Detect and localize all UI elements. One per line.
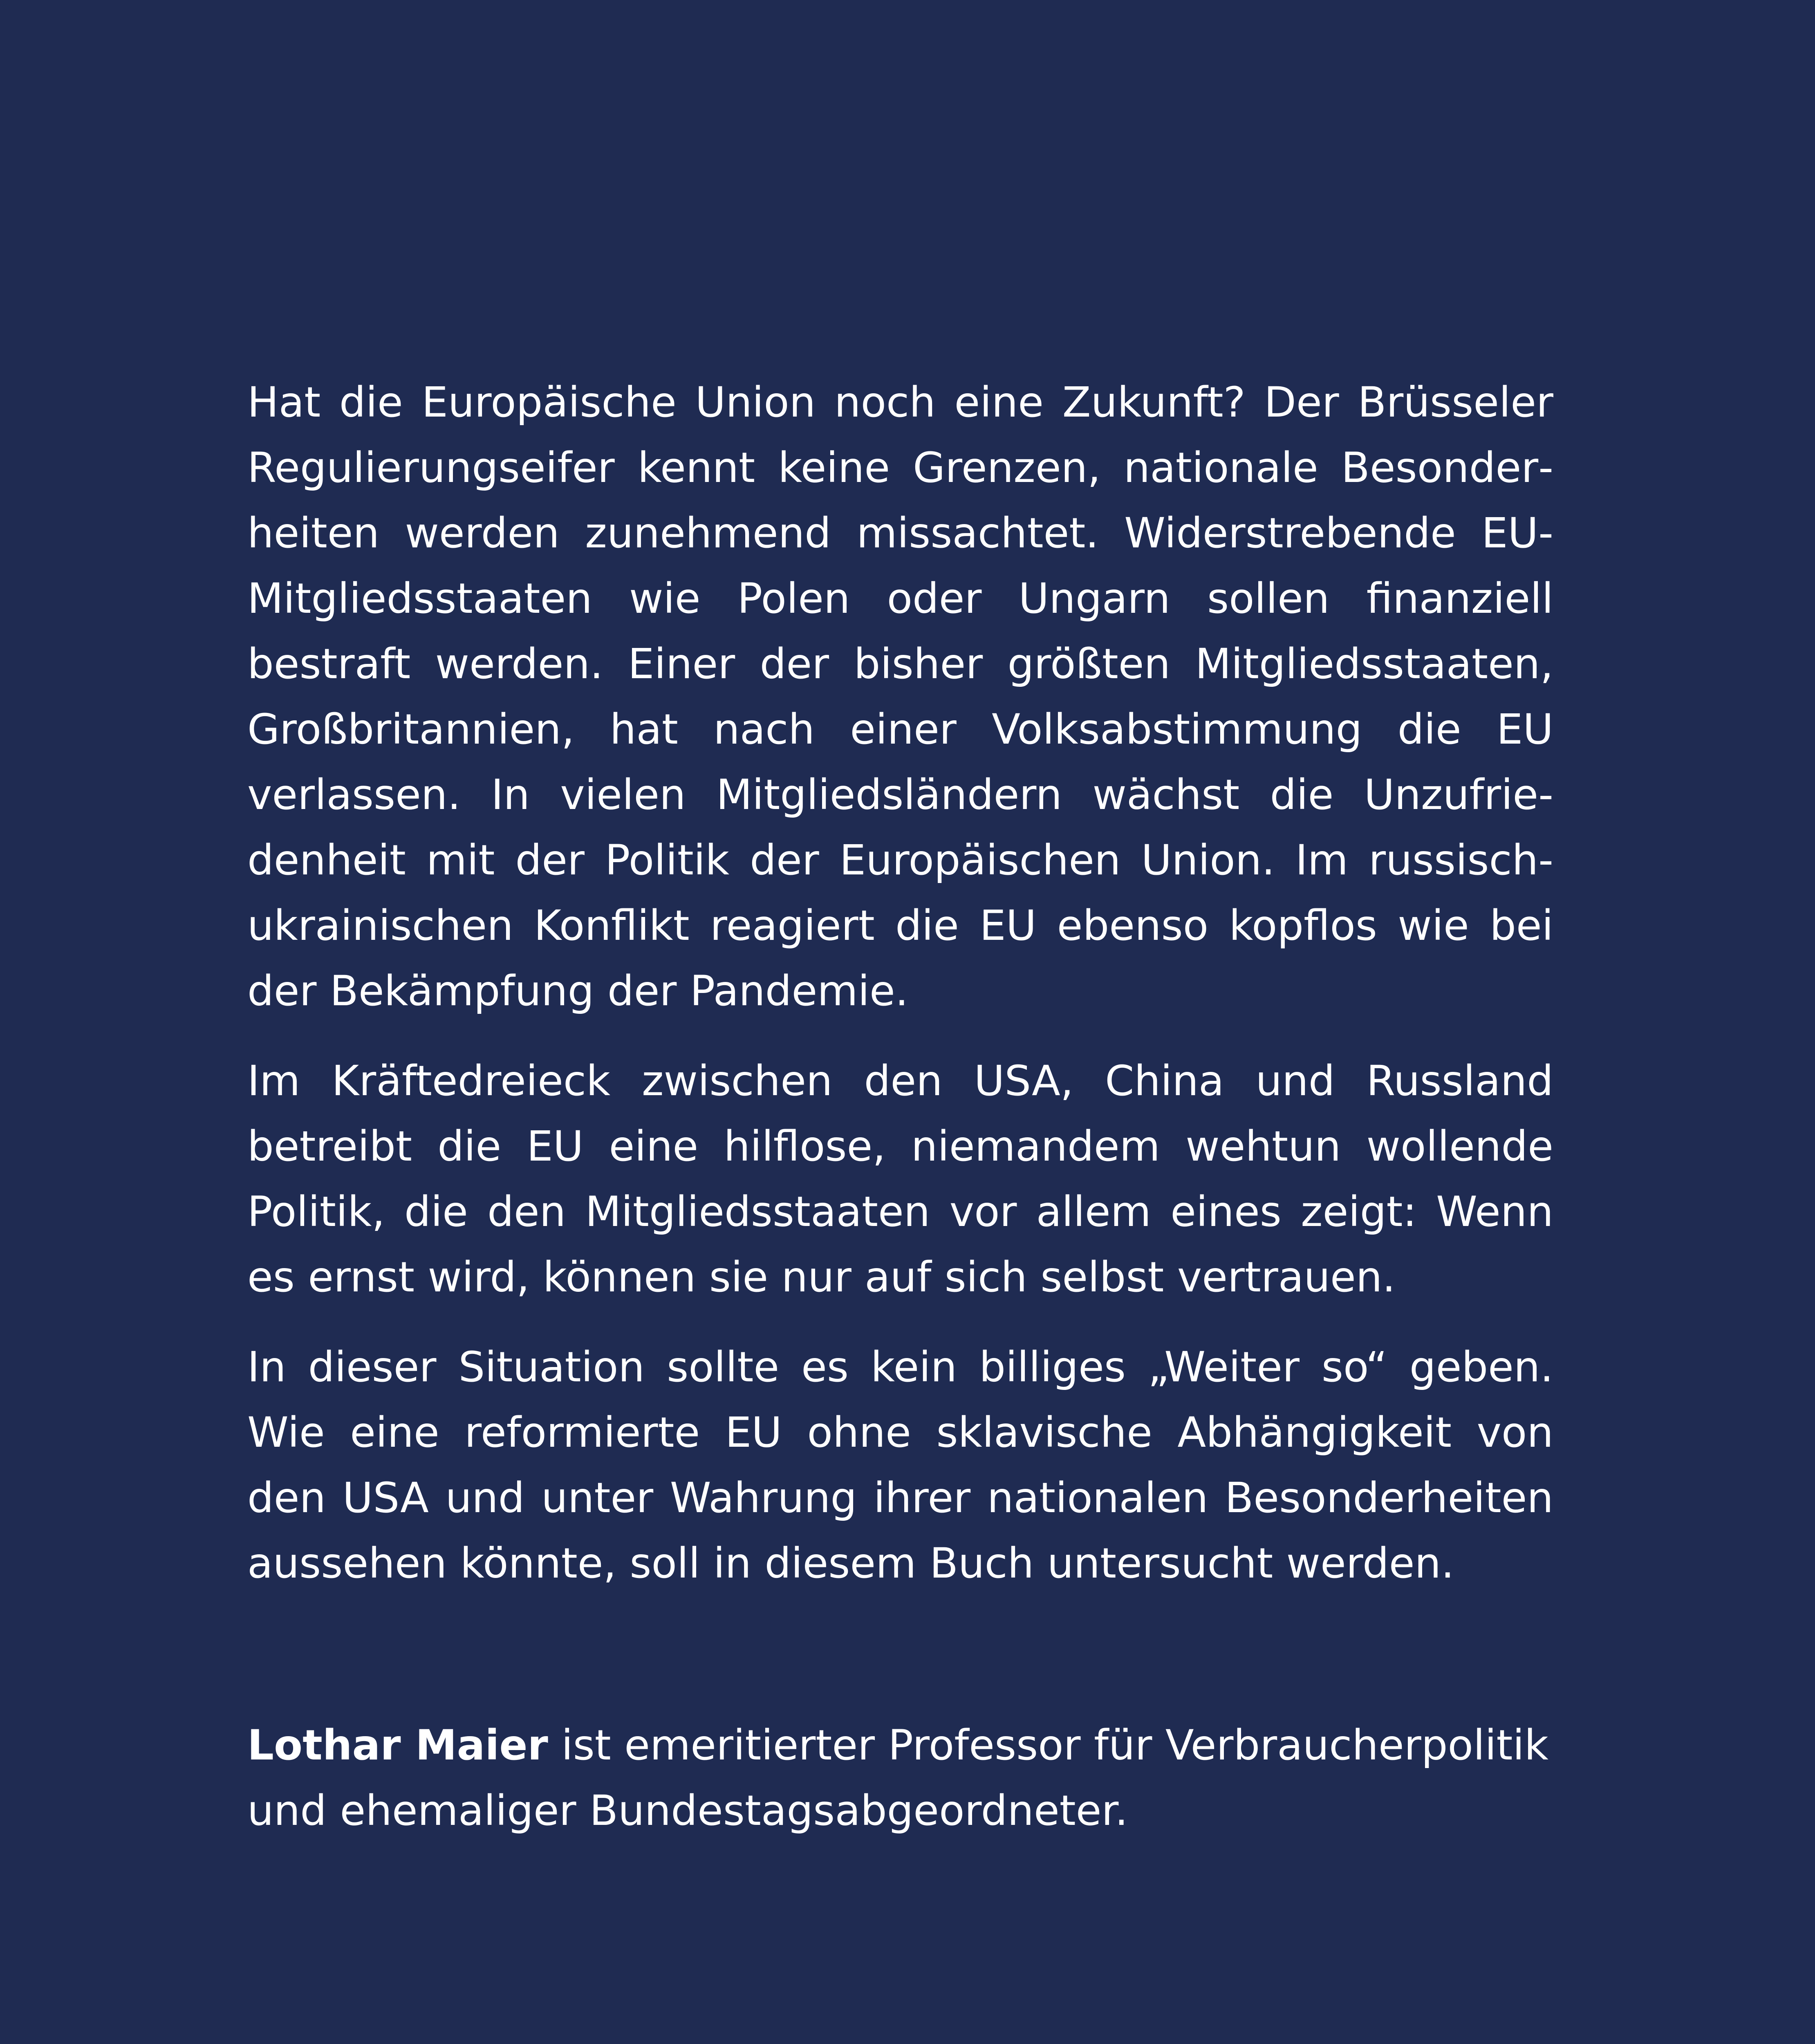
- author-description: ist emeritierter Professor für Verbraucherpolitik und ehemaliger Bundestagsabgeordneter.: [247, 1721, 1548, 1835]
- blurb-paragraph-1: Hat die Europäische Union noch eine Zukunft? Der Brüsseler Regulierungseifer kennt keine Grenzen, nationale Besonderheiten werden zunehmend missachtet. Widerstrebende EU-Mitgliedsstaaten wie Polen oder Ungarn sollen finanziell bestraft werden. Einer der bisher größten Mitgliedsstaaten, Großbritannien, hat nach einer Volksabstimmung die EU verlassen. In vielen Mitgliedsländern wächst die Unzufriedenheit mit der Politik der Europäischen Union. Im russisch-ukrainischen Konflikt reagiert die EU ebenso kopflos wie bei der Bekämpfung der Pandemie.: [247, 378, 1553, 1015]
- author-bio: [247, 1713, 1553, 1844]
- blurb-paragraph-3: In dieser Situation sollte es kein billiges „Weiter so“ geben. Wie eine reformierte EU ohne sklavische Abhängigkeit von den USA und unter Wahrung ihrer nationalen Besonderheiten aussehen könnte, soll in diesem Buch untersucht werden.: [247, 1343, 1553, 1588]
- blurb-paragraph-2: Im Kräftedreieck zwischen den USA, China und Russland betreibt die EU eine hilflose, niemandem wehtun wollende Politik, die den Mitgliedsstaaten vor allem eines zeigt: Wenn es ernst wird, können sie nur auf sich selbst vertrauen.: [247, 1057, 1553, 1302]
- blurb-text: [247, 370, 1553, 1621]
- author-name: Lothar Maier: [247, 1721, 548, 1770]
